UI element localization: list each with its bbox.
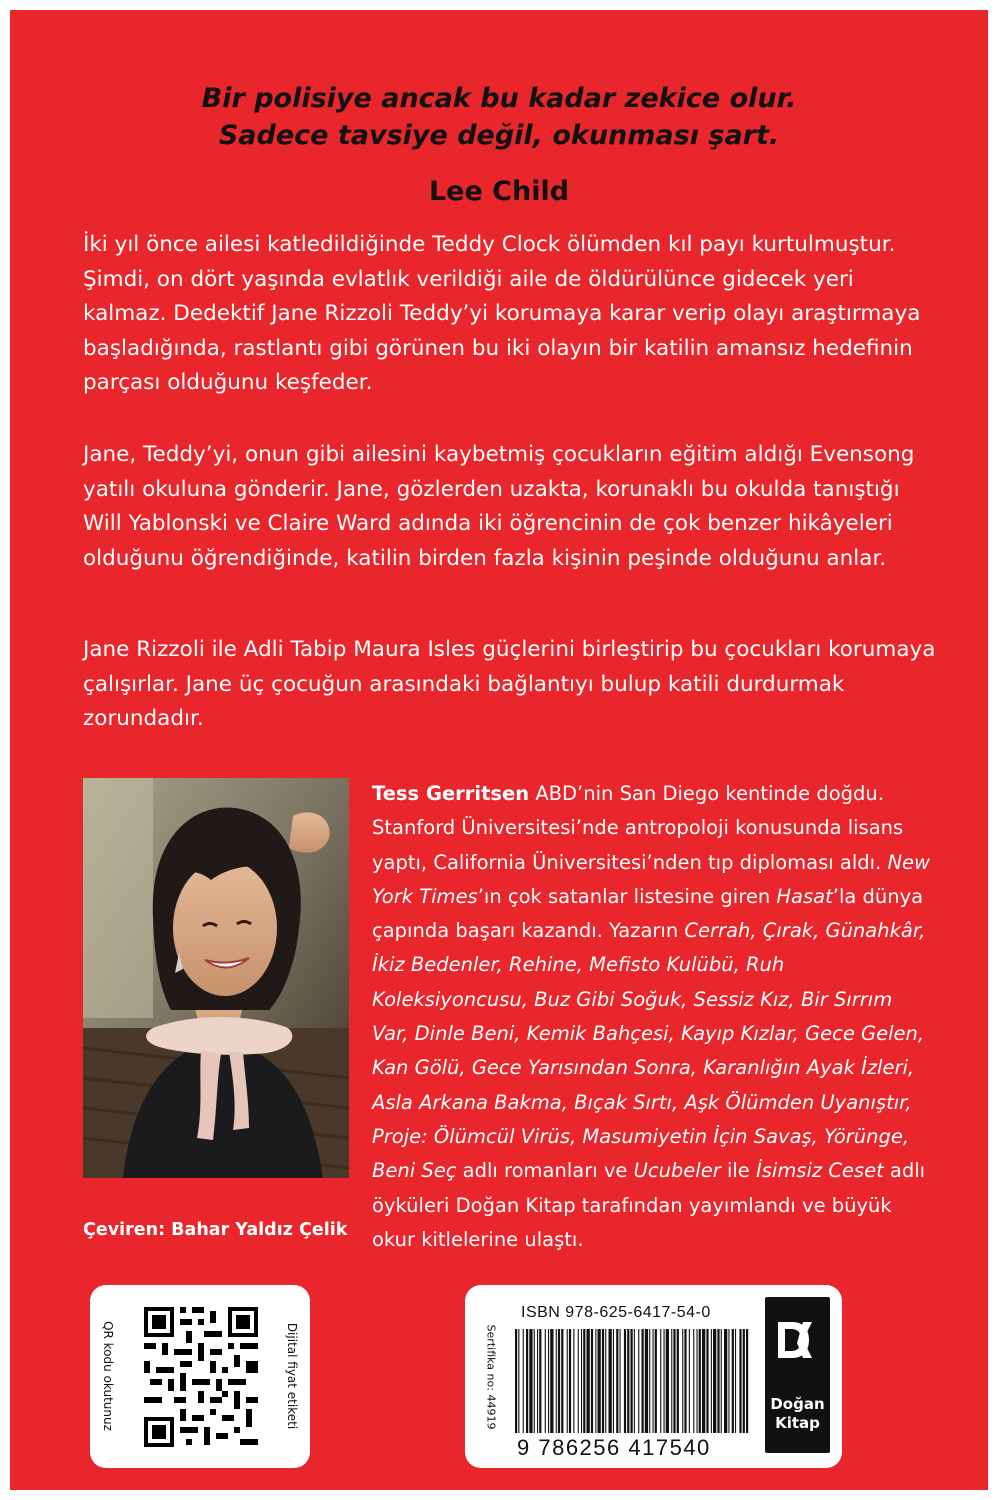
qr-instruction-text: QR kodu okutunuz	[101, 1321, 115, 1431]
quote-line-2: Sadece tavsiye değil, okunması şart.	[218, 120, 780, 151]
isbn-label: ISBN 978-625-6417-54-0	[521, 1304, 711, 1321]
certificate-number: Sertifika no: 44919	[484, 1324, 498, 1430]
synopsis-paragraph-3: Jane Rizzoli ile Adli Tabip Maura Isles güçlerini birleştirip bu çocukları korumaya çalışırlar. Jane üç çocuğun arasındaki bağlantıyı bulup katili durdurmak zorundadır.	[83, 637, 936, 731]
dk-logo-icon	[775, 1319, 820, 1361]
synopsis-paragraph-2: Jane, Teddy’yi, onun gibi ailesini kaybetmiş çocukların eğitim aldığı Evensong yatılı okuluna gönderir. Jane, gözlerden uzakta, korunaklı bu okulda tanıştığı Will Yablonski ve Claire Ward adında iki öğrencinin de çok benzer hikâyeleri olduğunu öğrendiğinde, katilin birden fazla kişinin peşinde olduğunu anlar.	[83, 442, 915, 571]
barcode-number: 9 786256 417540	[517, 1435, 711, 1460]
barcode	[513, 1329, 751, 1433]
quote-line-1: Bir polisiye ancak bu kadar zekice olur.	[201, 83, 797, 114]
qr-price-label	[90, 1285, 310, 1468]
novel-list: Cerrah, Çırak, Günahkâr, İkiz Bedenler, Rehine, Mefisto Kulübü, Ruh Koleksiyoncusu, Buz Gibi Soğuk, Sessiz Kız, Bir Sırrım Var, Dinle Beni, Kemik Bahçesi, Kayıp Kızlar, Gece Gelen, Kan Gölü, Gece Yarısından Sonra, Karanlığın Ayak İzleri, Asla Arkana Bakma, Bıçak Sırtı, Aşk Ölümden Uyanıştır, Proje: Ölümcül Virüs, Masumiyetin İçin Savaş, Yörünge, Beni Seç	[372, 919, 926, 1183]
isbn-barcode-label	[465, 1285, 842, 1468]
back-cover	[10, 10, 988, 1490]
translator-credit: Çeviren: Bahar Yaldız Çelik	[83, 1220, 348, 1240]
blurb-quote	[10, 80, 988, 154]
author-photo	[83, 778, 349, 1178]
author-name: Tess Gerritsen	[372, 782, 530, 805]
dogan-kitap-logo	[765, 1297, 830, 1453]
digital-price-text: Dijital fiyat etiketi	[285, 1322, 299, 1430]
publisher-name: Doğan Kitap	[770, 1395, 825, 1432]
synopsis-paragraph-1: İki yıl önce ailesi katledildiğinde Teddy Clock ölümden kıl payı kurtulmuştur. Şimdi, on dört yaşında evlatlık verildiği aile de öldürülünce gidecek yeri kalmaz. Dedektif Jane Rizzoli Teddy’yi korumaya karar verip olayı araştırmaya başladığında, rastlantı gibi görünen bu iki olayın bir katilin amansız hedefinin parçası olduğunu keşfeder.	[83, 232, 921, 395]
qr-code[interactable]	[140, 1303, 262, 1451]
author-bio: Tess Gerritsen ABD’nin San Diego kentinde doğdu. Stanford Üniversitesi’nde antropoloji konusunda lisans yaptı, California Üniversitesi’nden tıp diploması aldı. New York Times’ın çok satanlar listesine giren Hasat’la dünya çapında başarı kazandı. Yazarın Cerrah, Çırak, Günahkâr, İkiz Bedenler, Rehine, Mefisto Kulübü, Ruh Koleksiyoncusu, Buz Gibi Soğuk, Sessiz Kız, Bir Sırrım Var, Dinle Beni, Kemik Bahçesi, Kayıp Kızlar, Gece Gelen, Kan Gölü, Gece Yarısından Sonra, Karanlığın Ayak İzleri, Asla Arkana Bakma, Bıçak Sırtı, Aşk Ölümden Uyanıştır, Proje: Ölümcül Virüs, Masumiyetin İçin Savaş, Yörünge, Beni Seç adlı romanları ve Ucubeler ile İsimsiz Ceset adlı öyküleri Doğan Kitap tarafından yayımlandı ve büyük okur kitlelerine ulaştı.	[372, 782, 931, 1251]
quote-author: Lee Child	[428, 176, 570, 207]
